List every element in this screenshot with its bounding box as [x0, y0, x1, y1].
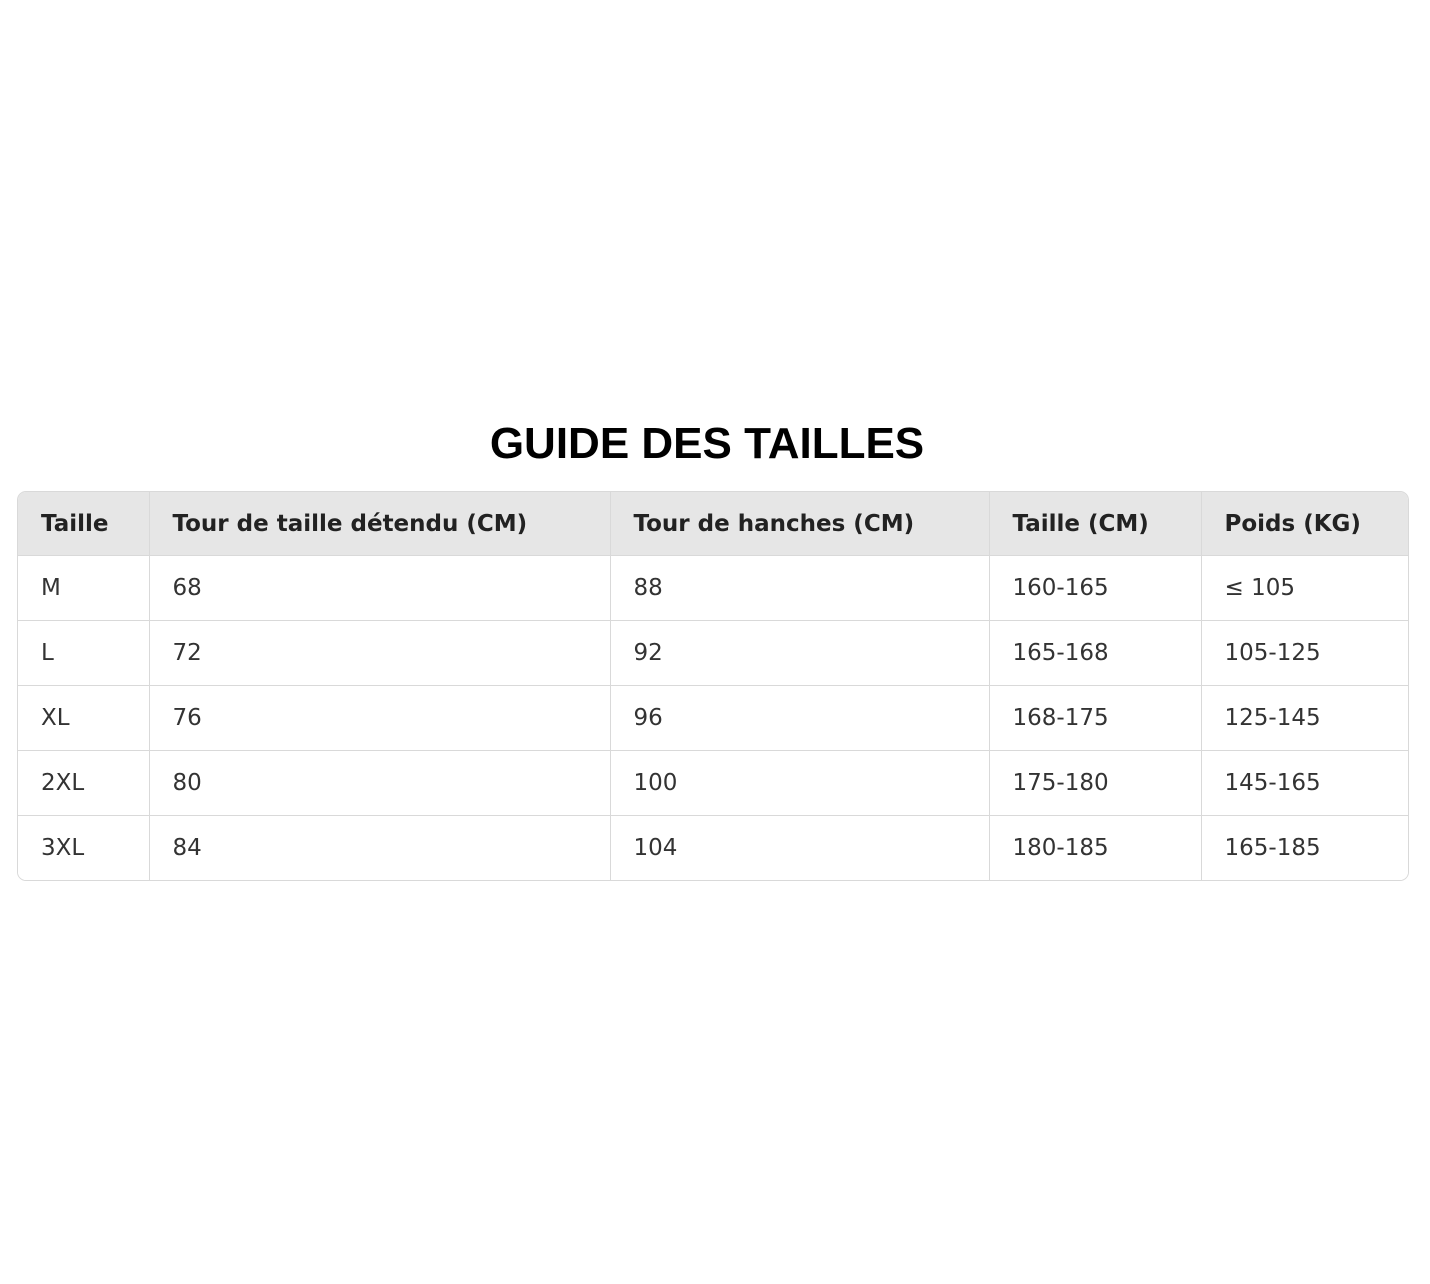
cell-height: 175-180 [989, 751, 1201, 816]
cell-hips: 104 [610, 816, 989, 881]
table-row [18, 621, 1408, 686]
size-guide-table [18, 492, 1408, 880]
cell-size: 2XL [18, 751, 149, 816]
cell-size: XL [18, 686, 149, 751]
column-header-size: Taille [18, 492, 149, 556]
cell-hips: 100 [610, 751, 989, 816]
table-body [18, 556, 1408, 881]
cell-waist: 76 [149, 686, 610, 751]
cell-height: 180-185 [989, 816, 1201, 881]
cell-size: 3XL [18, 816, 149, 881]
table-row [18, 686, 1408, 751]
cell-weight: 125-145 [1201, 686, 1408, 751]
cell-hips: 92 [610, 621, 989, 686]
column-header-height: Taille (CM) [989, 492, 1201, 556]
cell-height: 160-165 [989, 556, 1201, 621]
table-row [18, 556, 1408, 621]
table-header [18, 492, 1408, 556]
cell-height: 165-168 [989, 621, 1201, 686]
cell-waist: 80 [149, 751, 610, 816]
cell-weight: 105-125 [1201, 621, 1408, 686]
cell-weight: 165-185 [1201, 816, 1408, 881]
cell-waist: 72 [149, 621, 610, 686]
cell-hips: 88 [610, 556, 989, 621]
cell-size: L [18, 621, 149, 686]
cell-waist: 68 [149, 556, 610, 621]
cell-height: 168-175 [989, 686, 1201, 751]
table-row [18, 816, 1408, 881]
page-title: GUIDE DES TAILLES [489, 419, 925, 468]
column-header-waist: Tour de taille détendu (CM) [149, 492, 610, 556]
cell-weight: ≤ 105 [1201, 556, 1408, 621]
column-header-hips: Tour de hanches (CM) [610, 492, 989, 556]
size-guide-table-container [17, 491, 1409, 881]
column-header-weight: Poids (KG) [1201, 492, 1408, 556]
cell-waist: 84 [149, 816, 610, 881]
cell-weight: 145-165 [1201, 751, 1408, 816]
table-header-row [18, 492, 1408, 556]
cell-hips: 96 [610, 686, 989, 751]
cell-size: M [18, 556, 149, 621]
table-row [18, 751, 1408, 816]
